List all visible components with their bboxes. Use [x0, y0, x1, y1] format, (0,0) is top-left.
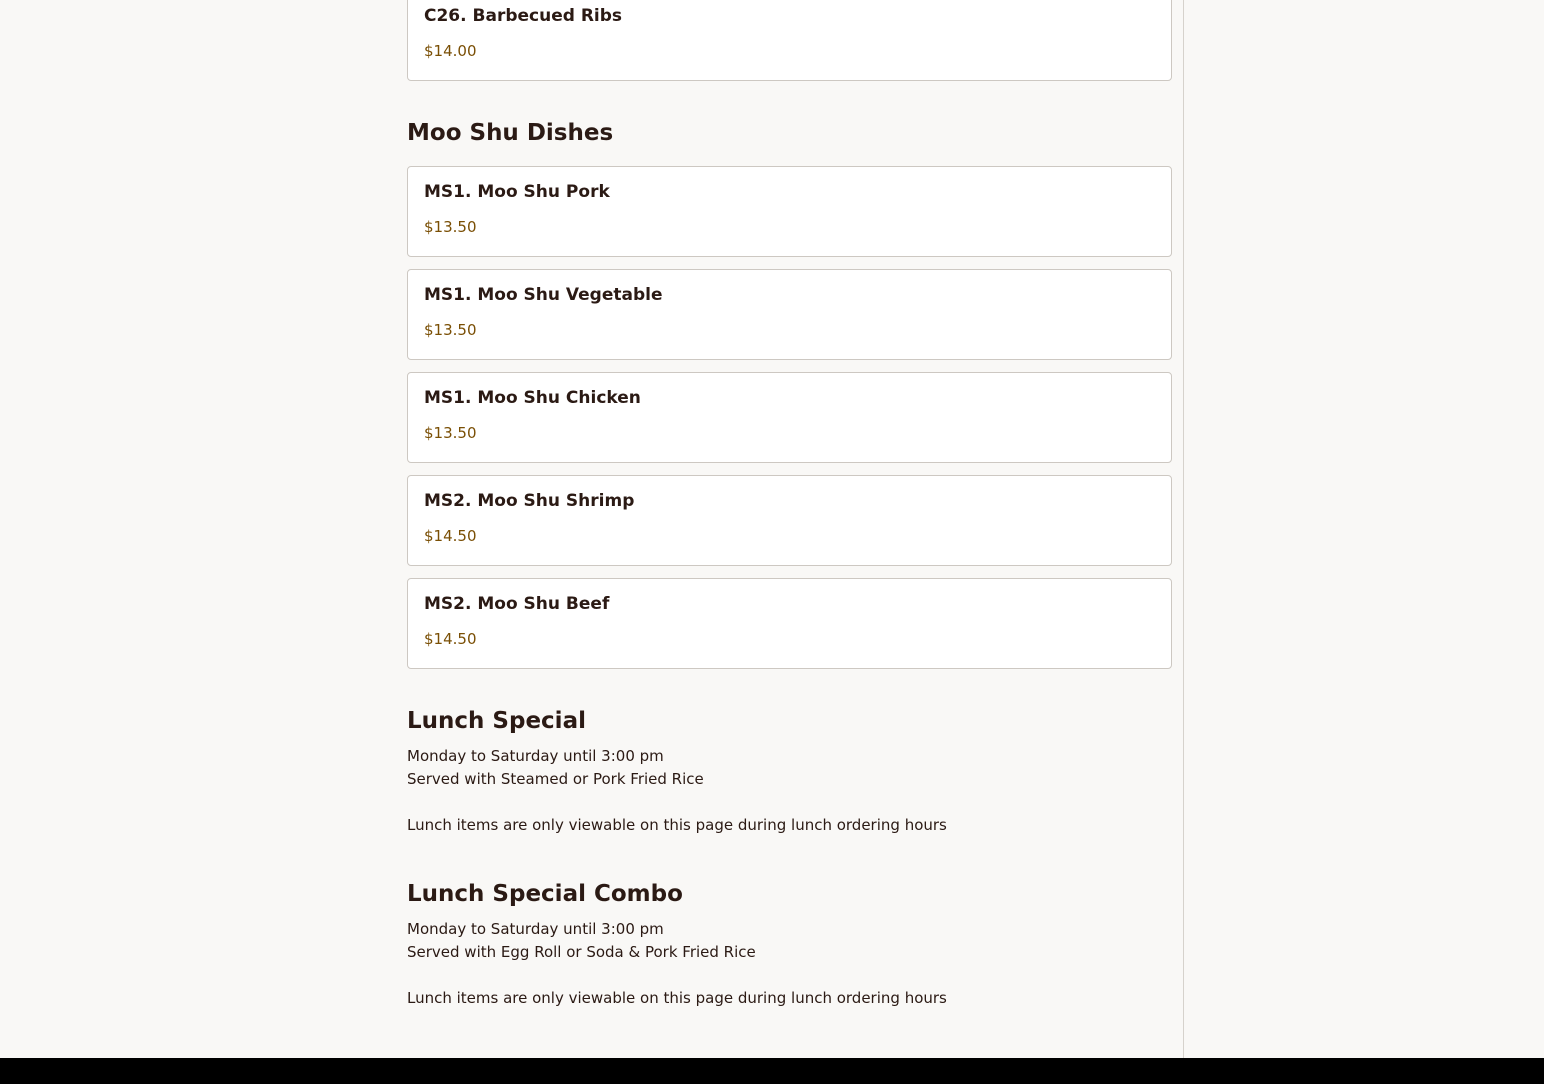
menu-item-price: $13.50	[424, 218, 477, 236]
section-title-lunch-special: Lunch Special	[407, 708, 586, 734]
section-served-with: Served with Egg Roll or Soda & Pork Fried Rice	[407, 943, 756, 961]
section-hours: Monday to Saturday until 3:00 pm	[407, 747, 664, 765]
menu-item-price: $13.50	[424, 321, 477, 339]
menu-item-name: C26. Barbecued Ribs	[424, 6, 623, 26]
menu-item-card[interactable]	[407, 166, 1172, 257]
menu-item-card[interactable]	[407, 475, 1172, 566]
section-served-with: Served with Steamed or Pork Fried Rice	[407, 770, 704, 788]
menu-item-card[interactable]	[407, 269, 1172, 360]
section-availability-notice: Lunch items are only viewable on this page during lunch ordering hours	[407, 989, 947, 1007]
section-availability-notice: Lunch items are only viewable on this page during lunch ordering hours	[407, 816, 947, 834]
menu-item-price: $13.50	[424, 424, 477, 442]
menu-item-card[interactable]	[407, 372, 1172, 463]
menu-item-price: $14.50	[424, 630, 477, 648]
menu-item-card[interactable]	[407, 578, 1172, 669]
footer-bar	[0, 1058, 1544, 1084]
menu-item-name: MS1. Moo Shu Chicken	[424, 388, 641, 408]
menu-item-name: MS2. Moo Shu Shrimp	[424, 491, 635, 511]
menu-item-price: $14.00	[424, 42, 477, 60]
menu-item-name: MS1. Moo Shu Vegetable	[424, 285, 663, 305]
menu-item-price: $14.50	[424, 527, 477, 545]
menu-item-card[interactable]	[407, 0, 1172, 81]
section-title-lunch-special-combo: Lunch Special Combo	[407, 881, 683, 907]
section-title-moo-shu: Moo Shu Dishes	[407, 120, 614, 146]
menu-item-name: MS2. Moo Shu Beef	[424, 594, 610, 614]
section-hours: Monday to Saturday until 3:00 pm	[407, 920, 664, 938]
menu-item-name: MS1. Moo Shu Pork	[424, 182, 610, 202]
